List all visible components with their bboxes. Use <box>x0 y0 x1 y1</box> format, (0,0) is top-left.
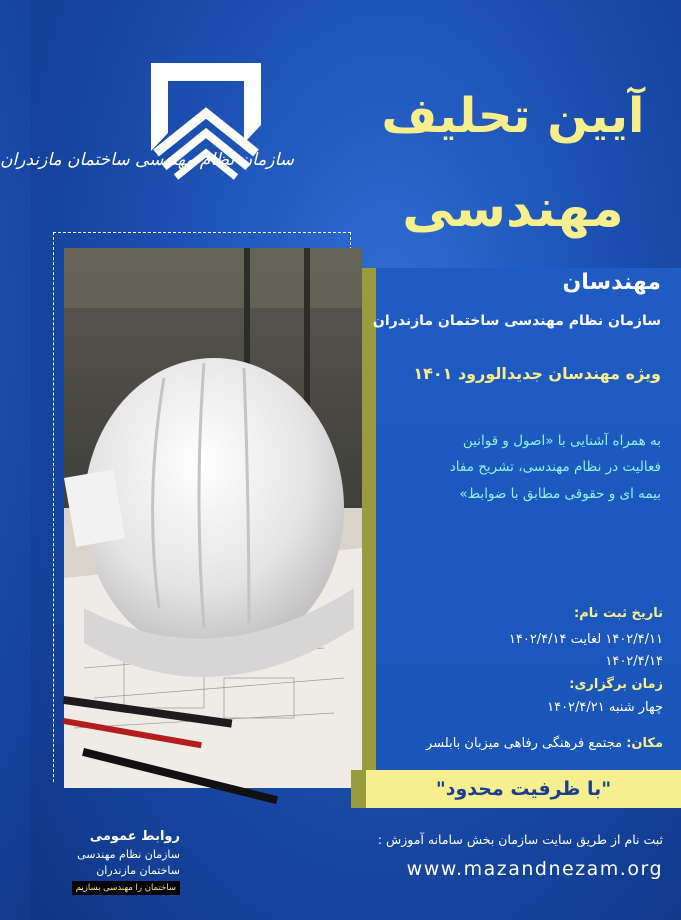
description-line: بیمه ای و حقوقی مطابق با ضوابط» <box>459 485 661 502</box>
pr-org-line-2: ساختمان مازندران <box>96 863 180 877</box>
venue <box>363 736 663 751</box>
ceremony-title-line2: مهندسی <box>402 179 624 239</box>
description <box>371 428 661 507</box>
public-relations-logo <box>45 828 180 900</box>
venue-value: مجتمع فرهنگی رفاهی میزبان بابلسر <box>426 736 623 751</box>
organization-heading: سازمان نظام مهندسی ساختمان مازندران <box>372 313 661 329</box>
description-line: فعالیت در نظام مهندسی، تشریح مفاد <box>449 459 661 476</box>
venue-label: مکان: <box>626 736 663 751</box>
newcomers-note: ویژه مهندسان جدیدالورود ۱۴۰۱ <box>413 364 661 383</box>
registration-instruction: ثبت نام از طریق سایت سازمان بخش سامانه آموزش : <box>377 832 663 847</box>
pr-org-line: سازمان نظام مهندسی <box>77 847 180 861</box>
organization-name-script: سازمان نظام مهندسی ساختمان مازندران <box>0 150 294 170</box>
website-link[interactable]: www.mazandnezam.org <box>406 858 663 880</box>
description-line: به همراه آشنایی با «اصول و قوانین <box>462 433 661 449</box>
limited-capacity-banner: "با ظرفیت محدود" <box>366 770 681 808</box>
registration-date-value-2: ۱۴۰۲/۴/۱۴ <box>605 654 663 669</box>
ceremony-title: آیین تحلیف <box>381 88 645 144</box>
pr-title: روابط عمومی <box>89 829 180 844</box>
info-panel <box>372 268 681 808</box>
holding-time-value: چهار شنبه ۱۴۰۲/۴/۲۱ <box>547 700 663 715</box>
registration-date-label: تاریخ ثبت نام: <box>574 606 663 621</box>
engineers-heading: مهندسان <box>562 270 661 295</box>
registration-date-value: ۱۴۰۲/۴/۱۱ لغایت ۱۴۰۲/۴/۱۴ <box>508 632 663 647</box>
helmet-photo <box>64 248 362 788</box>
holding-time-label: زمان برگزاری: <box>569 677 663 692</box>
pr-tagline: ساختمان را مهندسی بسازیم <box>72 881 180 895</box>
